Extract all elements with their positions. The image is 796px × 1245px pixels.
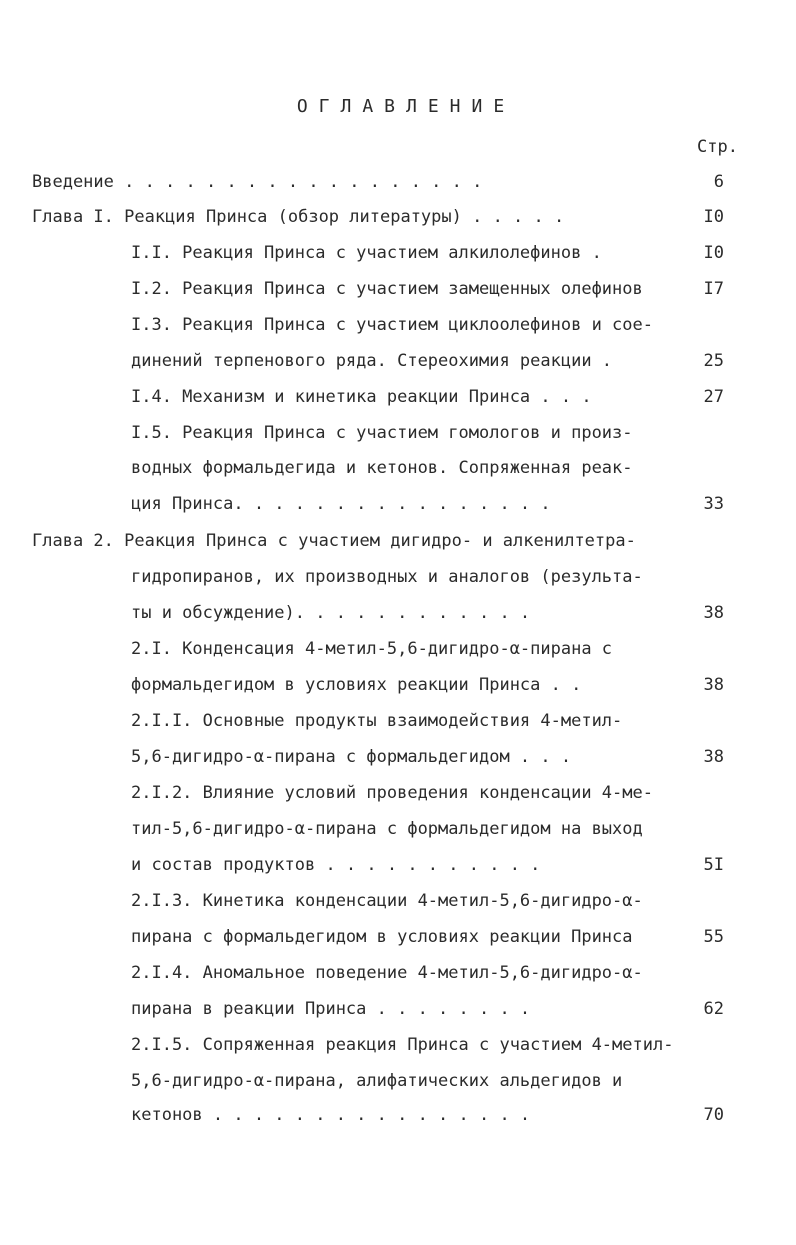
- toc-page-number: 55: [703, 927, 724, 947]
- toc-entry-text: 5,6-дигидро-α-пирана, алифатических альдегидов и: [131, 1071, 623, 1091]
- toc-entry-text: Введение . . . . . . . . . . . . . . . . . .: [32, 172, 483, 192]
- page-title: ОГЛАВЛЕНИЕ: [296, 96, 516, 117]
- toc-entry-text: I.I. Реакция Принса с участием алкилолефинов .: [131, 243, 602, 263]
- toc-entry-text: ция Принса. . . . . . . . . . . . . . . .: [131, 494, 551, 514]
- toc-page-number: 38: [703, 747, 724, 767]
- toc-entry-text: водных формальдегида и кетонов. Сопряженная реак-: [131, 458, 633, 478]
- toc-entry-text: 2.I.3. Кинетика конденсации 4-метил-5,6-дигидро-α-: [131, 891, 643, 911]
- toc-entry-text: тил-5,6-дигидро-α-пирана с формальдегидом на выход: [131, 819, 643, 839]
- toc-entry-text: кетонов . . . . . . . . . . . . . . . .: [131, 1105, 531, 1125]
- toc-page-number: 62: [703, 999, 724, 1019]
- toc-page-number: I7: [703, 279, 724, 299]
- toc-entry-text: I.5. Реакция Принса с участием гомологов и произ-: [131, 423, 633, 443]
- toc-entry-text: I.2. Реакция Принса с участием замещенных олефинов: [131, 279, 643, 299]
- toc-entry-text: пирана в реакции Принса . . . . . . . .: [131, 999, 531, 1019]
- toc-entry-text: и состав продуктов . . . . . . . . . . .: [131, 855, 541, 875]
- toc-entry-text: I.4. Механизм и кинетика реакции Принса . . .: [131, 387, 592, 407]
- toc-entry-text: I.3. Реакция Принса с участием циклоолефинов и сое-: [131, 315, 653, 335]
- toc-entry-text: Глава I. Реакция Принса (обзор литературы) . . . . .: [32, 207, 565, 227]
- toc-entry-text: 5,6-дигидро-α-пирана с формальдегидом . . .: [131, 747, 572, 767]
- toc-page-number: 25: [703, 351, 724, 371]
- toc-page-number: 27: [703, 387, 724, 407]
- toc-entry-text: 2.I.2. Влияние условий проведения конденсации 4-ме-: [131, 783, 653, 803]
- toc-page-number: 5I: [703, 855, 724, 875]
- toc-entry-text: 2.I.4. Аномальное поведение 4-метил-5,6-дигидро-α-: [131, 963, 643, 983]
- toc-page-number: I0: [703, 207, 724, 227]
- toc-entry-text: гидропиранов, их производных и аналогов (результа-: [131, 567, 643, 587]
- toc-page-number: 33: [703, 494, 724, 514]
- toc-entry-text: 2.I. Конденсация 4-метил-5,6-дигидро-α-пирана с: [131, 639, 613, 659]
- toc-entry-text: Глава 2. Реакция Принса с участием дигидро- и алкенилтетра-: [32, 531, 636, 551]
- toc-entry-text: ты и обсуждение). . . . . . . . . . . .: [131, 603, 531, 623]
- toc-page-number: I0: [703, 243, 724, 263]
- toc-entry-text: 2.I.I. Основные продукты взаимодействия 4-метил-: [131, 711, 623, 731]
- toc-page-number: 6: [713, 172, 724, 192]
- page-column-label: Стр.: [697, 137, 738, 157]
- toc-page-number: 38: [703, 675, 724, 695]
- toc-page-number: 70: [703, 1105, 724, 1125]
- toc-page-number: 38: [703, 603, 724, 623]
- toc-entry-text: формальдегидом в условиях реакции Принса . .: [131, 675, 582, 695]
- toc-entry-text: 2.I.5. Сопряженная реакция Принса с участием 4-метил-: [131, 1035, 674, 1055]
- toc-entry-text: пирана с формальдегидом в условиях реакции Принса: [131, 927, 633, 947]
- toc-entry-text: динений терпенового ряда. Стереохимия реакции .: [131, 351, 613, 371]
